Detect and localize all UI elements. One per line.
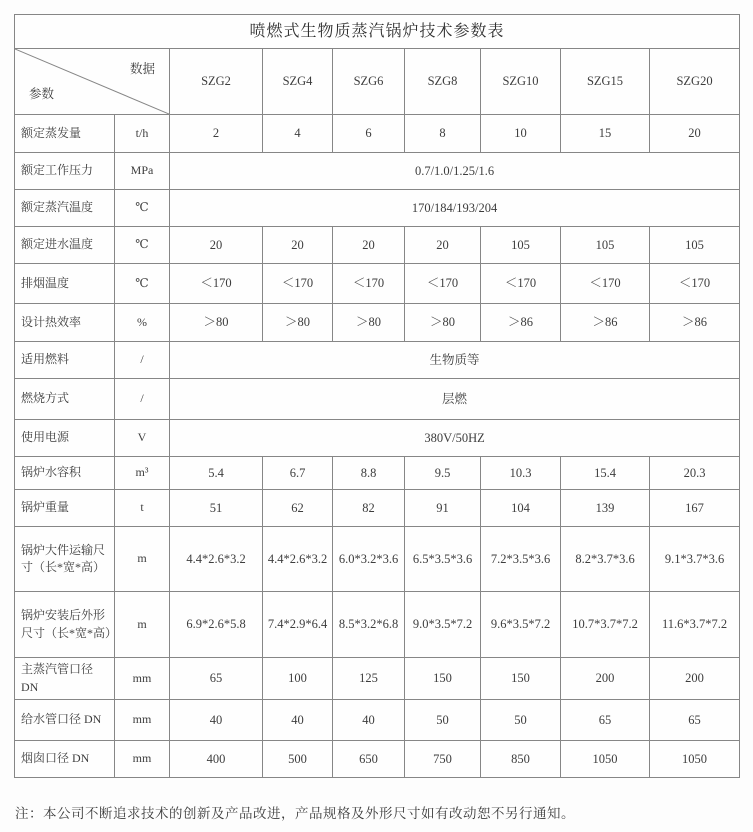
boiler-spec-table: [14, 14, 740, 778]
table-title: 喷燃式生物质蒸汽锅炉技术参数表: [15, 15, 740, 49]
value-cell: 40: [263, 700, 333, 741]
value-cell: 15: [561, 115, 650, 153]
value-cell: 1050: [650, 741, 740, 778]
value-cell: 400: [170, 741, 263, 778]
value-cell: 167: [650, 490, 740, 527]
value-cell: 500: [263, 741, 333, 778]
table-row: [15, 264, 740, 304]
value-cell: 8.2*3.7*3.6: [561, 527, 650, 592]
diagonal-line-icon: [15, 49, 169, 114]
param-label-cell: 使用电源: [15, 420, 115, 457]
unit-cell: mm: [115, 700, 170, 741]
table-row: [15, 304, 740, 342]
value-cell: 10.7*3.7*7.2: [561, 592, 650, 658]
table-row: [15, 379, 740, 420]
value-cell: 51: [170, 490, 263, 527]
value-cell: ＜170: [263, 264, 333, 304]
unit-cell: /: [115, 342, 170, 379]
model-column-header: SZG15: [561, 49, 650, 115]
footnote: 注：本公司不断追求技术的创新及产品改进，产品规格及外形尺寸如有改动恕不另行通知。: [15, 806, 575, 821]
model-column-header: SZG20: [650, 49, 740, 115]
diagonal-label-param: 参数: [29, 86, 55, 101]
model-column-header: SZG2: [170, 49, 263, 115]
param-label-cell: 设计热效率: [15, 304, 115, 342]
value-cell: 62: [263, 490, 333, 527]
title-row: [15, 15, 740, 49]
table-row: [15, 741, 740, 778]
table-row: [15, 190, 740, 227]
value-cell: 82: [333, 490, 405, 527]
value-cell: 9.5: [405, 457, 481, 490]
param-label-cell: 锅炉重量: [15, 490, 115, 527]
value-cell: ＞80: [333, 304, 405, 342]
table-row: [15, 227, 740, 264]
table-row: [15, 342, 740, 379]
unit-cell: V: [115, 420, 170, 457]
value-cell: 65: [170, 658, 263, 700]
table-row: [15, 700, 740, 741]
param-label-cell: 额定蒸发量: [15, 115, 115, 153]
value-cell: ＞86: [561, 304, 650, 342]
value-cell: ＜170: [170, 264, 263, 304]
model-column-header: SZG8: [405, 49, 481, 115]
value-cell: 850: [481, 741, 561, 778]
model-column-header: SZG4: [263, 49, 333, 115]
table-row: [15, 592, 740, 658]
value-cell: 4.4*2.6*3.2: [263, 527, 333, 592]
value-cell: 2: [170, 115, 263, 153]
unit-cell: t/h: [115, 115, 170, 153]
value-cell: 105: [650, 227, 740, 264]
value-cell: 6.7: [263, 457, 333, 490]
value-cell: 750: [405, 741, 481, 778]
value-cell: ＞80: [263, 304, 333, 342]
unit-cell: mm: [115, 741, 170, 778]
param-label-cell: 燃烧方式: [15, 379, 115, 420]
value-cell: 150: [405, 658, 481, 700]
value-cell: 150: [481, 658, 561, 700]
value-cell: 20.3: [650, 457, 740, 490]
value-cell: 6: [333, 115, 405, 153]
table-row: [15, 527, 740, 592]
value-cell: 4.4*2.6*3.2: [170, 527, 263, 592]
value-cell: 40: [333, 700, 405, 741]
unit-cell: ℃: [115, 190, 170, 227]
value-cell: ＜170: [481, 264, 561, 304]
unit-cell: mm: [115, 658, 170, 700]
table-row: [15, 420, 740, 457]
param-label-cell: 锅炉安装后外形尺寸（长*宽*高）: [15, 592, 115, 658]
value-cell: 20: [263, 227, 333, 264]
table-row: [15, 115, 740, 153]
value-cell: 7.4*2.9*6.4: [263, 592, 333, 658]
value-cell: ＜170: [333, 264, 405, 304]
value-cell: 50: [405, 700, 481, 741]
value-cell-span: 170/184/193/204: [170, 190, 740, 227]
table-row: [15, 153, 740, 190]
value-cell: 10.3: [481, 457, 561, 490]
value-cell-span: 380V/50HZ: [170, 420, 740, 457]
param-label-cell: 适用燃料: [15, 342, 115, 379]
value-cell: 10: [481, 115, 561, 153]
param-label-cell: 额定进水温度: [15, 227, 115, 264]
value-cell: 8.8: [333, 457, 405, 490]
param-label-cell: 锅炉水容积: [15, 457, 115, 490]
unit-cell: m: [115, 592, 170, 658]
param-label-cell: 额定蒸汽温度: [15, 190, 115, 227]
value-cell: 9.0*3.5*7.2: [405, 592, 481, 658]
value-cell: 20: [650, 115, 740, 153]
diagonal-label-data: 数据: [129, 62, 155, 76]
value-cell: 9.1*3.7*3.6: [650, 527, 740, 592]
value-cell-span: 生物质等: [170, 342, 740, 379]
value-cell: 50: [481, 700, 561, 741]
unit-cell: t: [115, 490, 170, 527]
value-cell: 105: [481, 227, 561, 264]
param-label-cell: 烟囱口径 DN: [15, 741, 115, 778]
value-cell: ＜170: [405, 264, 481, 304]
value-cell: 200: [561, 658, 650, 700]
value-cell: 91: [405, 490, 481, 527]
value-cell: 100: [263, 658, 333, 700]
value-cell: 139: [561, 490, 650, 527]
value-cell: 200: [650, 658, 740, 700]
model-column-header: SZG6: [333, 49, 405, 115]
value-cell: 104: [481, 490, 561, 527]
value-cell: 5.4: [170, 457, 263, 490]
unit-cell: m³: [115, 457, 170, 490]
value-cell: 40: [170, 700, 263, 741]
unit-cell: ℃: [115, 264, 170, 304]
value-cell: 650: [333, 741, 405, 778]
diagonal-header-cell: [15, 49, 170, 115]
param-label-cell: 给水管口径 DN: [15, 700, 115, 741]
unit-cell: m: [115, 527, 170, 592]
param-label-cell: 锅炉大件运输尺寸（长*宽*高）: [15, 527, 115, 592]
value-cell-span: 0.7/1.0/1.25/1.6: [170, 153, 740, 190]
param-label-cell: 排烟温度: [15, 264, 115, 304]
model-column-header: SZG10: [481, 49, 561, 115]
value-cell: 6.0*3.2*3.6: [333, 527, 405, 592]
value-cell: 125: [333, 658, 405, 700]
value-cell: ＞80: [170, 304, 263, 342]
spec-sheet: [14, 14, 740, 821]
value-cell: 20: [405, 227, 481, 264]
value-cell: 6.5*3.5*3.6: [405, 527, 481, 592]
value-cell: ＞86: [481, 304, 561, 342]
table-row: [15, 658, 740, 700]
value-cell: 20: [170, 227, 263, 264]
value-cell: 65: [650, 700, 740, 741]
value-cell: 8.5*3.2*6.8: [333, 592, 405, 658]
value-cell: ＞86: [650, 304, 740, 342]
unit-cell: ℃: [115, 227, 170, 264]
value-cell: 9.6*3.5*7.2: [481, 592, 561, 658]
value-cell-span: 层燃: [170, 379, 740, 420]
value-cell: 11.6*3.7*7.2: [650, 592, 740, 658]
param-label-cell: 额定工作压力: [15, 153, 115, 190]
value-cell: ＞80: [405, 304, 481, 342]
unit-cell: %: [115, 304, 170, 342]
value-cell: ＜170: [561, 264, 650, 304]
value-cell: 6.9*2.6*5.8: [170, 592, 263, 658]
param-label-cell: 主蒸汽管口径 DN: [15, 658, 115, 700]
value-cell: 20: [333, 227, 405, 264]
value-cell: 8: [405, 115, 481, 153]
table-row: [15, 457, 740, 490]
unit-cell: /: [115, 379, 170, 420]
value-cell: 15.4: [561, 457, 650, 490]
unit-cell: MPa: [115, 153, 170, 190]
value-cell: 105: [561, 227, 650, 264]
table-row: [15, 490, 740, 527]
value-cell: ＜170: [650, 264, 740, 304]
value-cell: 1050: [561, 741, 650, 778]
value-cell: 4: [263, 115, 333, 153]
value-cell: 65: [561, 700, 650, 741]
value-cell: 7.2*3.5*3.6: [481, 527, 561, 592]
header-row: [15, 49, 740, 115]
